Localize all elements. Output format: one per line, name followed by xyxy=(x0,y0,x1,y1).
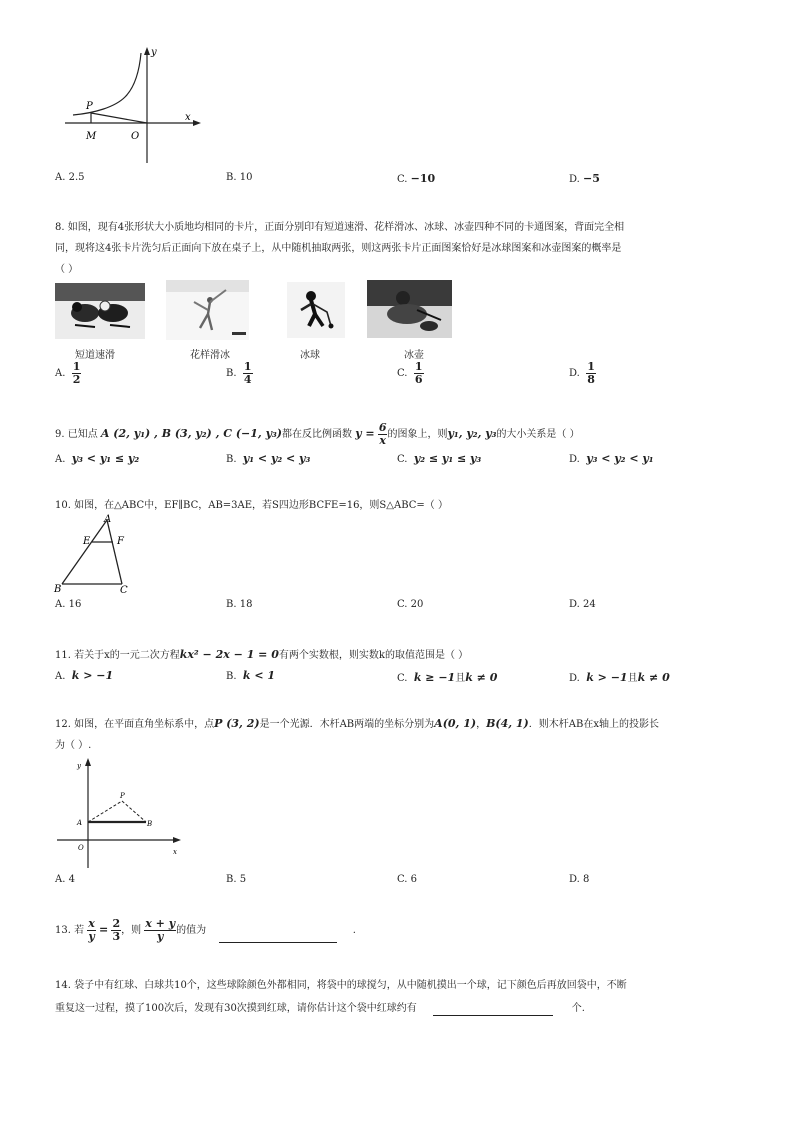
q8-caption-figure-skating: 花样滑冰 xyxy=(190,350,230,361)
q10-option-a[interactable]: A. 16 xyxy=(55,599,82,610)
q13-stem: 13. 若 $\frac{x}{y}$ = $\frac{2}{3}$ ，则 $\frac{x + y}{y}$ 的值为 . xyxy=(55,917,356,943)
q9-option-c[interactable]: C. y₂ ≤ y₁ ≤ y₃ xyxy=(397,452,482,465)
q10-triangle-figure xyxy=(52,514,142,596)
q13-fraction-two-thirds: $\frac{2}{3}$ xyxy=(112,917,121,943)
q10-label-A: A xyxy=(104,514,112,525)
q9-variables: y₁, y₂, y₃ xyxy=(447,427,497,440)
q8-card-image-curling xyxy=(367,280,452,338)
q12-label-O: O xyxy=(78,844,84,852)
q12-label-x: x xyxy=(173,848,177,856)
q7-label-P: P xyxy=(86,101,93,112)
q9-function-fraction: $\frac{6}{x}$ xyxy=(378,421,387,447)
q7-graph xyxy=(55,45,205,165)
q8-card-image-speed-skating xyxy=(55,283,145,339)
q12-label-P: P xyxy=(120,792,125,800)
q10-option-c[interactable]: C. 20 xyxy=(397,599,424,610)
q8-option-d-fraction: $\frac{1}{8}$ xyxy=(587,360,595,386)
q9-points: A (2, y₁) , B (3, y₂) , C (−1, y₃) xyxy=(100,427,282,440)
q12-label-y: y xyxy=(77,762,81,770)
q8-option-a-fraction: $\frac{1}{2}$ xyxy=(72,360,81,386)
q8-stem-line1: 8. 如图，现有4张形状大小质地均相同的卡片，正面分别印有短道速滑、花样滑冰、冰球、冰壶四种不同的卡通图案，背面完全相 xyxy=(55,222,625,233)
q7-option-b[interactable]: B. 10 xyxy=(226,172,253,183)
q12-option-a[interactable]: A. 4 xyxy=(55,874,75,885)
q14-stem-line2: 重复这一过程，摸了100次后，发现有30次摸到红球，请你估计这个袋中红球约有 个. xyxy=(55,1003,585,1014)
q8-caption-curling: 冰壶 xyxy=(404,350,424,361)
q9-option-d[interactable]: D. y₃ < y₂ < y₁ xyxy=(569,452,654,465)
q9-function: y = xyxy=(355,427,375,440)
q7-option-c[interactable]: C. −10 xyxy=(397,172,436,185)
q9-option-b[interactable]: B. y₁ < y₂ < y₃ xyxy=(226,452,311,465)
q8-stem-line3: （ ） xyxy=(55,264,79,275)
q11-stem: 11. 若关于x的一元二次方程kx² − 2x − 1 = 0有两个实数根，则实数k的取值范围是（ ） xyxy=(55,648,469,661)
q12-stem-line1: 12. 如图，在平面直角坐标系中，点P (3, 2)是一个光源．木杆AB两端的坐标分别为A(0, 1)，B(4, 1)．则木杆AB在x轴上的投影长 xyxy=(55,717,659,730)
q10-option-b[interactable]: B. 18 xyxy=(226,599,253,610)
q10-label-E: E xyxy=(83,536,91,547)
q9-stem: 9. 已知点 A (2, y₁) , B (3, y₂) , C (−1, y₃)都在反比例函数 y = $\frac{6}{x}$ 的图象上，则y₁, y₂, y₃的大小关系是（ ） xyxy=(55,421,580,447)
q8-card-image-ice-hockey xyxy=(287,282,345,338)
q13-answer-blank[interactable] xyxy=(219,918,337,943)
q10-option-d[interactable]: D. 24 xyxy=(569,599,596,610)
q13-fraction-x-plus-y-over-y: $\frac{x + y}{y}$ xyxy=(145,917,176,943)
q10-label-F: F xyxy=(117,536,124,547)
q11-equation: kx² − 2x − 1 = 0 xyxy=(179,648,279,661)
q7-label-y: y xyxy=(151,47,157,58)
q13-fraction-x-over-y: $\frac{x}{y}$ xyxy=(88,917,95,943)
q8-option-c[interactable]: C. $\frac{1}{6}$ xyxy=(397,360,423,386)
q12-coordinate-figure xyxy=(55,756,185,871)
q14-answer-blank[interactable] xyxy=(433,1001,553,1016)
q11-option-c[interactable]: C. k ≥ −1且k ≠ 0 xyxy=(397,671,498,684)
q11-option-a[interactable]: A. k > −1 xyxy=(55,669,114,682)
q9-option-a[interactable]: A. y₃ < y₁ ≤ y₂ xyxy=(55,452,140,465)
q10-stem: 10. 如图，在△ABC中，EF∥BC，AB=3AE，若S四边形BCFE=16，则S△ABC=（ ） xyxy=(55,500,448,511)
q8-option-b-fraction: $\frac{1}{4}$ xyxy=(243,360,252,386)
q11-option-d[interactable]: D. k > −1且k ≠ 0 xyxy=(569,671,670,684)
q8-caption-speed-skating: 短道速滑 xyxy=(75,350,115,361)
q12-option-c[interactable]: C. 6 xyxy=(397,874,418,885)
q11-option-b[interactable]: B. k < 1 xyxy=(226,669,276,682)
q8-option-b[interactable]: B. $\frac{1}{4}$ xyxy=(226,360,252,386)
q8-stem-line2: 同，现将这4张卡片洗匀后正面向下放在桌子上，从中随机抽取两张，则这两张卡片正面图案恰好是冰球图案和冰壶图案的概率是 xyxy=(55,243,622,254)
q8-option-a[interactable]: A. $\frac{1}{2}$ xyxy=(55,360,81,386)
q7-option-a[interactable]: A. 2.5 xyxy=(55,172,85,183)
q12-option-b[interactable]: B. 5 xyxy=(226,874,247,885)
q8-caption-ice-hockey: 冰球 xyxy=(300,350,320,361)
q12-label-A: A xyxy=(77,819,83,827)
q7-label-x: x xyxy=(185,112,191,123)
q12-stem-line2: 为（ ）. xyxy=(55,740,92,751)
q10-label-C: C xyxy=(120,585,128,596)
q12-label-B: B xyxy=(147,820,153,828)
q7-label-O: O xyxy=(131,131,140,142)
q7-label-M: M xyxy=(86,131,97,142)
q10-label-B: B xyxy=(54,584,62,595)
q7-option-d[interactable]: D. −5 xyxy=(569,172,600,185)
q12-option-d[interactable]: D. 8 xyxy=(569,874,590,885)
q8-option-c-fraction: $\frac{1}{6}$ xyxy=(414,360,423,386)
q14-stem-line1: 14. 袋子中有红球、白球共10个，这些球除颜色外都相同，将袋中的球搅匀，从中随机摸出一个球，记下颜色后再放回袋中，不断 xyxy=(55,980,627,991)
q8-option-d[interactable]: D. $\frac{1}{8}$ xyxy=(569,360,595,386)
q8-card-image-figure-skating xyxy=(166,280,249,340)
